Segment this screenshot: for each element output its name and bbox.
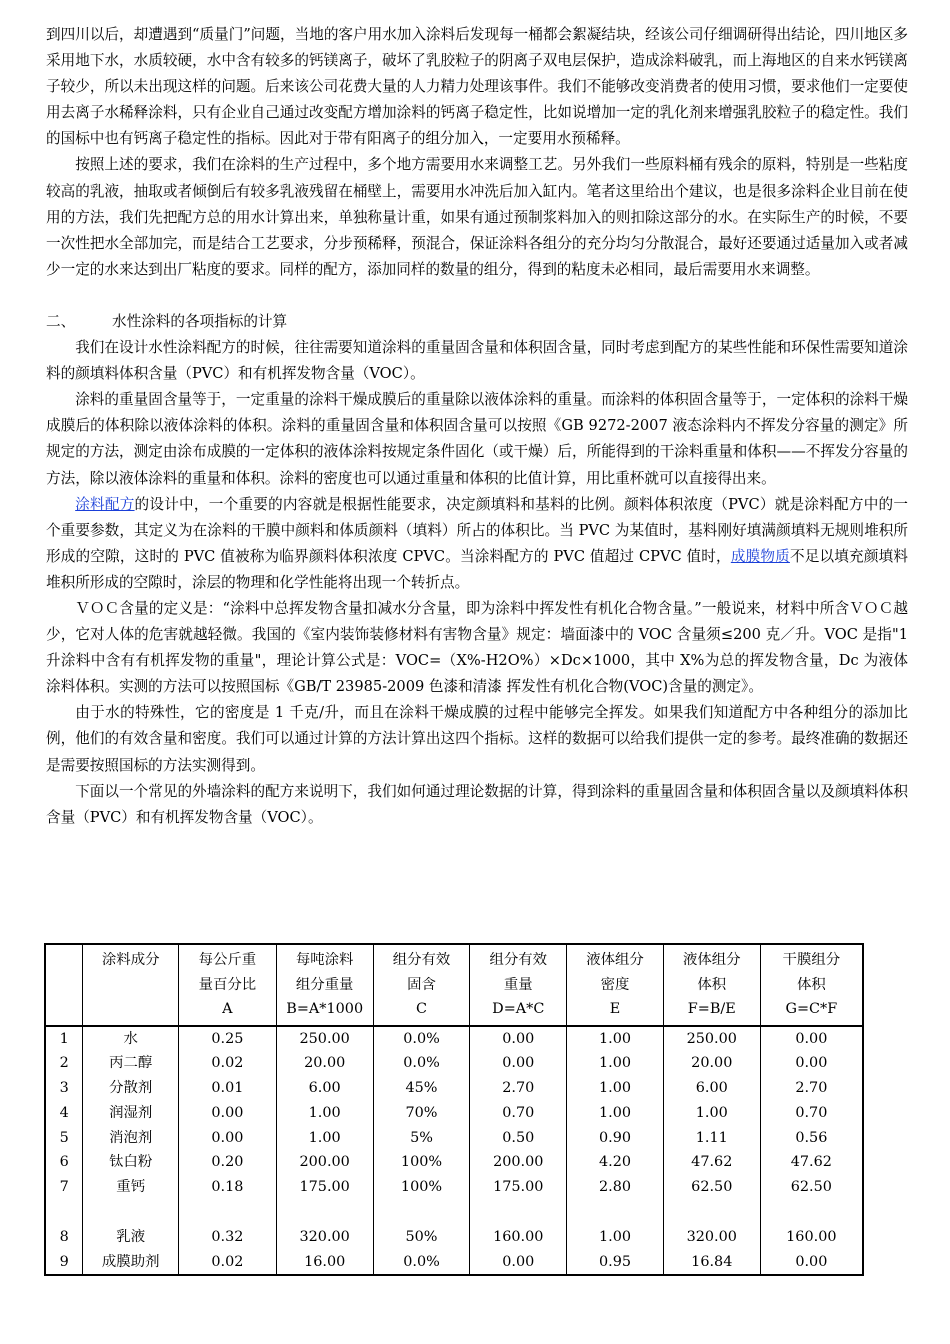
- table-cell: 4.20: [567, 1150, 664, 1175]
- header-line: [83, 973, 178, 998]
- table-header-row: [45, 944, 863, 1026]
- table-header-cell: [470, 944, 567, 1026]
- table-header-cell: [760, 944, 863, 1026]
- header-line: 每吨涂料: [295, 952, 354, 968]
- table-cell: 0.20: [179, 1150, 277, 1175]
- document-page: [46, 22, 908, 831]
- section-heading: [46, 309, 908, 335]
- header-line: D=A*C: [492, 1001, 545, 1017]
- table-header-cell: [45, 944, 83, 1026]
- table-header-cell: [179, 944, 277, 1026]
- table-cell: 2.70: [760, 1076, 863, 1101]
- table-cell: 62.50: [663, 1175, 760, 1200]
- header-line: 每公斤重: [198, 952, 257, 968]
- header-line: F=B/E: [687, 1001, 736, 1017]
- header-line: [46, 948, 82, 973]
- table-cell: [567, 1200, 664, 1225]
- header-line: 量百分比: [198, 976, 257, 993]
- table-cell: 0.18: [179, 1175, 277, 1200]
- header-line: [46, 973, 82, 998]
- table-cell: 0.00: [470, 1250, 567, 1276]
- table-cell: 6: [45, 1150, 83, 1175]
- table-cell: 消泡剂: [83, 1126, 179, 1151]
- table-cell: 成膜助剂: [83, 1250, 179, 1276]
- table-cell: 175.00: [470, 1175, 567, 1200]
- table-cell: 47.62: [760, 1150, 863, 1175]
- table-cell: 1.00: [567, 1051, 664, 1076]
- table-cell: 20.00: [276, 1051, 373, 1076]
- table-cell: 2.80: [567, 1175, 664, 1200]
- header-line: 液体组分: [682, 952, 741, 968]
- header-line: 体积: [796, 976, 826, 993]
- table-cell: 1.00: [276, 1126, 373, 1151]
- table-row: [45, 1126, 863, 1151]
- table-cell: 6.00: [276, 1076, 373, 1101]
- table-cell: 2: [45, 1051, 83, 1076]
- table-cell: 润湿剂: [83, 1101, 179, 1126]
- table-cell: 1.00: [663, 1101, 760, 1126]
- header-line: A: [222, 1001, 233, 1017]
- table-cell: [45, 1200, 83, 1225]
- header-line: 组分有效: [489, 952, 548, 968]
- table-cell: 160.00: [470, 1225, 567, 1250]
- table-cell: 1.00: [567, 1225, 664, 1250]
- table-cell: 160.00: [760, 1225, 863, 1250]
- table-cell: 0.00: [760, 1250, 863, 1276]
- table-cell: [663, 1200, 760, 1225]
- paragraph-intro-indicators: 我们在设计水性涂料配方的时候，往往需要知道涂料的重量固含量和体积固含量，同时考虑到配方的某些性能和环保性需要知道涂料的颜填料体积含量（PVC）和有机挥发物含量（VOC）。: [46, 339, 908, 383]
- table-cell: 0.32: [179, 1225, 277, 1250]
- table-cell: 2.70: [470, 1076, 567, 1101]
- table-header-cell: [567, 944, 664, 1026]
- header-line: 重量: [503, 976, 533, 993]
- formula-table: [44, 943, 864, 1276]
- table-cell: [276, 1200, 373, 1225]
- table-cell: 水: [83, 1026, 179, 1052]
- paragraph-calcium-stability: 到四川以后，却遭遇到“质量门”问题，当地的客户用水加入涂料后发现每一桶都会絮凝结块，经该公司仔细调研得出结论，四川地区多采用地下水，水质较硬，水中含有较多的钙镁离子，破坏了乳胶粒子的阴离子双电层保护，造成涂料破乳，而上海地区的自来水钙镁离子较少，所以未出现这样的问题。后来该公司花费大量的人力精力处理该事件。我们不能够改变消费者的使用习惯，要求他们一定要使用去离子水稀释涂料，只有企业自己通过改变配方增加涂料的钙离子稳定性，比如说增加一定的乳化剂来增强乳胶粒子的稳定性。我们的国标中也有钙离子稳定性的指标。因此对于带有阳离子的组分加入，一定要用水预稀释。: [46, 26, 908, 148]
- table-cell: 100%: [373, 1150, 470, 1175]
- table-row: [45, 1250, 863, 1276]
- table-cell: 丙二醇: [83, 1051, 179, 1076]
- header-line: 组分重量: [295, 976, 354, 993]
- table-row: [45, 1225, 863, 1250]
- paragraph-water-special: 由于水的特殊性，它的密度是 1 千克/升，而且在涂料干燥成膜的过程中能够完全挥发。如果我们知道配方中各种组分的添加比例，他们的有效含量和密度。我们可以通过计算的方法计算出这四个指标。这样的数据可以给我们提供一定的参考。最终准确的数据还是需要按照国标的方法实测得到。: [46, 704, 908, 774]
- table-row: [45, 1101, 863, 1126]
- table-header-cell: [83, 944, 179, 1026]
- table-cell: 16.00: [276, 1250, 373, 1276]
- table-cell: 0.50: [470, 1126, 567, 1151]
- header-line: 液体组分: [586, 952, 644, 968]
- table-cell: 62.50: [760, 1175, 863, 1200]
- table-cell: 20.00: [663, 1051, 760, 1076]
- table-cell: 0.56: [760, 1126, 863, 1151]
- table-row: [45, 1175, 863, 1200]
- paragraph-spacer: [46, 283, 908, 309]
- table-cell: 1.00: [276, 1101, 373, 1126]
- table-cell: 5: [45, 1126, 83, 1151]
- link-coating-formula[interactable]: 涂料配方: [75, 495, 135, 513]
- header-line: 涂料成分: [101, 952, 160, 968]
- table-cell: 1.11: [663, 1126, 760, 1151]
- table-cell: 45%: [373, 1076, 470, 1101]
- table-cell: 250.00: [663, 1026, 760, 1052]
- link-film-forming-substance[interactable]: 成膜物质: [730, 547, 790, 565]
- header-line: [46, 997, 82, 1022]
- table-cell: 1.00: [567, 1101, 664, 1126]
- header-line: B=A*1000: [286, 1001, 364, 1017]
- table-cell: 0.0%: [373, 1026, 470, 1052]
- table-row: [45, 1150, 863, 1175]
- paragraph-pvc: [46, 492, 908, 596]
- table-cell: 0.00: [760, 1051, 863, 1076]
- table-cell: 0.01: [179, 1076, 277, 1101]
- table-cell: 1: [45, 1026, 83, 1052]
- table-cell: [760, 1200, 863, 1225]
- table-header-cell: [276, 944, 373, 1026]
- table-cell: 重钙: [83, 1175, 179, 1200]
- header-line: 体积: [697, 976, 727, 993]
- table-cell: 8: [45, 1225, 83, 1250]
- paragraph-pvc-text-b: 不足以填充颜填料堆积所形成的空隙时，涂层的物理和化学性能将出现一个转折点。: [46, 547, 908, 591]
- table-cell: 0.90: [567, 1126, 664, 1151]
- table-cell: 4: [45, 1101, 83, 1126]
- table-cell: 100%: [373, 1175, 470, 1200]
- table-cell: [470, 1200, 567, 1225]
- table-cell: 16.84: [663, 1250, 760, 1276]
- table-cell: 6.00: [663, 1076, 760, 1101]
- table-cell: 0.0%: [373, 1051, 470, 1076]
- table-header-cell: [373, 944, 470, 1026]
- paragraph-solid-content: 涂料的重量固含量等于，一定重量的涂料干燥成膜后的重量除以液体涂料的重量。而涂料的体积固含量等于，一定体积的涂料干燥成膜后的体积除以液体涂料的体积。涂料的重量固含量和体积固含量可以按照《GB 9272-2007 液态涂料内不挥发分容量的测定》所规定的方法，测定由涂布成膜的一定体积的液体涂料按规定条件固化（或干燥）后，所能得到的干涂料重量和体积——不挥发分容量的方法，除以液体涂料的重量和体积。涂料的密度也可以通过重量和体积的比值计算，用比重杯就可以直接得出来。: [46, 391, 908, 487]
- paragraph-water-adjustment: 按照上述的要求，我们在涂料的生产过程中，多个地方需要用水来调整工艺。另外我们一些原料桶有残余的原料，特别是一些粘度较高的乳液，抽取或者倾倒后有较多乳液残留在桶壁上，需要用水冲洗后加入缸内。笔者这里给出个建议，也是很多涂料企业目前在使用的方法，我们先把配方总的用水计算出来，单独称量计重，如果有通过预制浆料加入的则扣除这部分的水。在实际生产的时候，不要一次性把水全部加完，而是结合工艺要求，分步预稀释，预混合，保证涂料各组分的充分均匀分散混合，最好还要通过适量加入或者减少一定的水来达到出厂粘度的要求。同样的配方，添加同样的数量的组分，得到的粘度未必相同，最后需要用水来调整。: [46, 156, 908, 278]
- table-cell: 250.00: [276, 1026, 373, 1052]
- header-line: 密度: [600, 976, 630, 993]
- table-cell: [373, 1200, 470, 1225]
- table-row: [45, 1051, 863, 1076]
- table-cell: 200.00: [276, 1150, 373, 1175]
- table-body: [45, 1026, 863, 1276]
- paragraph-example-intro: 下面以一个常见的外墙涂料的配方来说明下，我们如何通过理论数据的计算，得到涂料的重量固含量和体积固含量以及颜填料体积含量（PVC）和有机挥发物含量（VOC）。: [46, 782, 908, 826]
- section-title: 水性涂料的各项指标的计算: [112, 312, 288, 330]
- table-cell: 3: [45, 1076, 83, 1101]
- header-line: G=C*F: [785, 1001, 838, 1017]
- paragraph-voc: ＶＯＣ含量的定义是：“涂料中总挥发物含量扣减水分含量，即为涂料中挥发性有机化合物含量。”一般说来，材料中所含ＶＯＣ越少，它对人体的危害就越轻微。我国的《室内装饰装修材料有害物含量》规定：墙面漆中的 VOC 含量须≤200 克／升。VOC 是指"1 升涂料中含有有机挥发物的重量"，理论计算公式是：VOC=（X%-H2O%）×Dc×1000，其中 X%为总的挥发物含量，Dc 为液体涂料体积。实测的方法可以按照国标《GB/T 23985-2009 色漆和清漆 挥发性有机化合物(VOC)含量的测定》。: [46, 599, 908, 696]
- table-cell: 1.00: [567, 1076, 664, 1101]
- table-cell: 0.02: [179, 1250, 277, 1276]
- table-cell: 320.00: [276, 1225, 373, 1250]
- table-cell: 320.00: [663, 1225, 760, 1250]
- table-cell: [179, 1200, 277, 1225]
- table-row: [45, 1200, 863, 1225]
- table-cell: 0.70: [760, 1101, 863, 1126]
- header-line: E: [609, 1001, 621, 1017]
- table-cell: 0.95: [567, 1250, 664, 1276]
- table-cell: 7: [45, 1175, 83, 1200]
- section-number: 二、: [46, 312, 76, 330]
- table-cell: 70%: [373, 1101, 470, 1126]
- table-header-cell: [663, 944, 760, 1026]
- table-cell: 0.00: [179, 1101, 277, 1126]
- header-line: 干膜组分: [782, 952, 841, 968]
- table-cell: 0.00: [760, 1026, 863, 1052]
- table-cell: 0.02: [179, 1051, 277, 1076]
- paragraph-pvc-text-a: 的设计中，一个重要的内容就是根据性能要求，决定颜填料和基料的比例。颜料体积浓度（PVC）就是涂料配方中的一个重要参数，其定义为在涂料的干膜中颜料和体质颜料（填料）所占的体积比。当 PVC 为某值时，基料刚好填满颜填料无规则堆积所形成的空隙，这时的 PVC 值被称为临界颜料体积浓度 CPVC。当涂料配方的 PVC 值超过 CPVC 值时，: [46, 495, 908, 565]
- table-cell: 钛白粉: [83, 1150, 179, 1175]
- table-cell: 200.00: [470, 1150, 567, 1175]
- table-cell: 乳液: [83, 1225, 179, 1250]
- table-cell: 0.70: [470, 1101, 567, 1126]
- table-cell: 47.62: [663, 1150, 760, 1175]
- table-cell: 1.00: [567, 1026, 664, 1052]
- table-cell: [83, 1200, 179, 1225]
- table-row: [45, 1026, 863, 1052]
- table-cell: 0.0%: [373, 1250, 470, 1276]
- table-cell: 0.25: [179, 1026, 277, 1052]
- header-line: 固含: [407, 976, 436, 993]
- header-line: 组分有效: [392, 952, 451, 968]
- header-line: [83, 997, 178, 1022]
- header-line: C: [415, 1001, 427, 1017]
- table-cell: 175.00: [276, 1175, 373, 1200]
- table-cell: 0.00: [470, 1051, 567, 1076]
- table-cell: 9: [45, 1250, 83, 1276]
- table-cell: 分散剂: [83, 1076, 179, 1101]
- table-cell: 50%: [373, 1225, 470, 1250]
- table-cell: 0.00: [179, 1126, 277, 1151]
- table-row: [45, 1076, 863, 1101]
- table-cell: 0.00: [470, 1026, 567, 1052]
- table-cell: 5%: [373, 1126, 470, 1151]
